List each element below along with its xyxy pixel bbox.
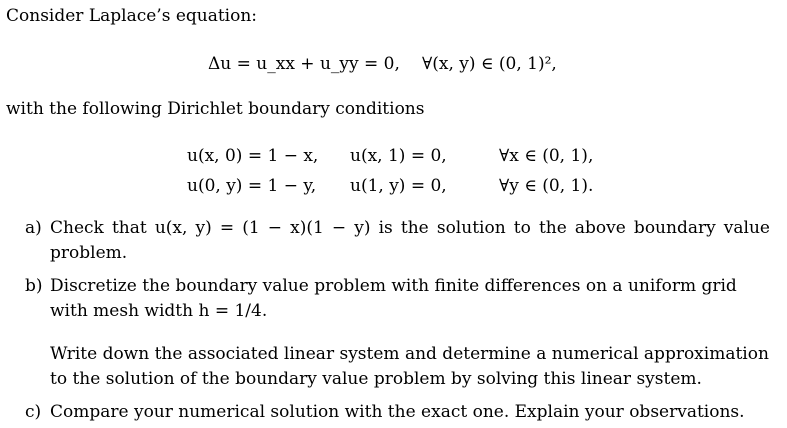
item-c-label: c) xyxy=(25,402,42,422)
item-c-line1: Compare your numerical solution with the exact one. Explain your observations. xyxy=(50,402,745,422)
item-b-line1: Discretize the boundary value problem with finite differences on a uniform grid xyxy=(50,276,737,296)
item-b-line2: with mesh width h = 1/4. xyxy=(50,301,268,321)
item-b-para2-line1: Write down the associated linear system and determine a numerical approximation xyxy=(50,344,769,364)
item-a-line1: Check that u(x, y) = (1 − x)(1 − y) is the solution to the above boundary value xyxy=(50,218,770,238)
bc-row2-domain: ∀y ∈ (0, 1). xyxy=(499,176,594,196)
intro-text: Consider Laplace’s equation: xyxy=(6,6,258,26)
item-b-para2-line2: to the solution of the boundary value problem by solving this linear system. xyxy=(50,369,702,389)
bc-row1-domain: ∀x ∈ (0, 1), xyxy=(499,146,594,166)
item-a-line2: problem. xyxy=(50,243,128,263)
laplace-equation: Δu = u_xx + u_yy = 0, xyxy=(208,54,400,74)
item-b-label: b) xyxy=(25,276,43,296)
bc-row2-left: u(0, y) = 1 − y, xyxy=(187,176,317,196)
bc-row1-bottom: u(x, 0) = 1 − x, xyxy=(187,146,319,166)
bc-row1-top: u(x, 1) = 0, xyxy=(350,146,447,166)
item-a-label: a) xyxy=(25,218,42,238)
bc-row2-right: u(1, y) = 0, xyxy=(350,176,447,196)
laplace-domain: ∀(x, y) ∈ (0, 1)², xyxy=(422,54,557,74)
bc-intro-text: with the following Dirichlet boundary conditions xyxy=(6,99,425,119)
